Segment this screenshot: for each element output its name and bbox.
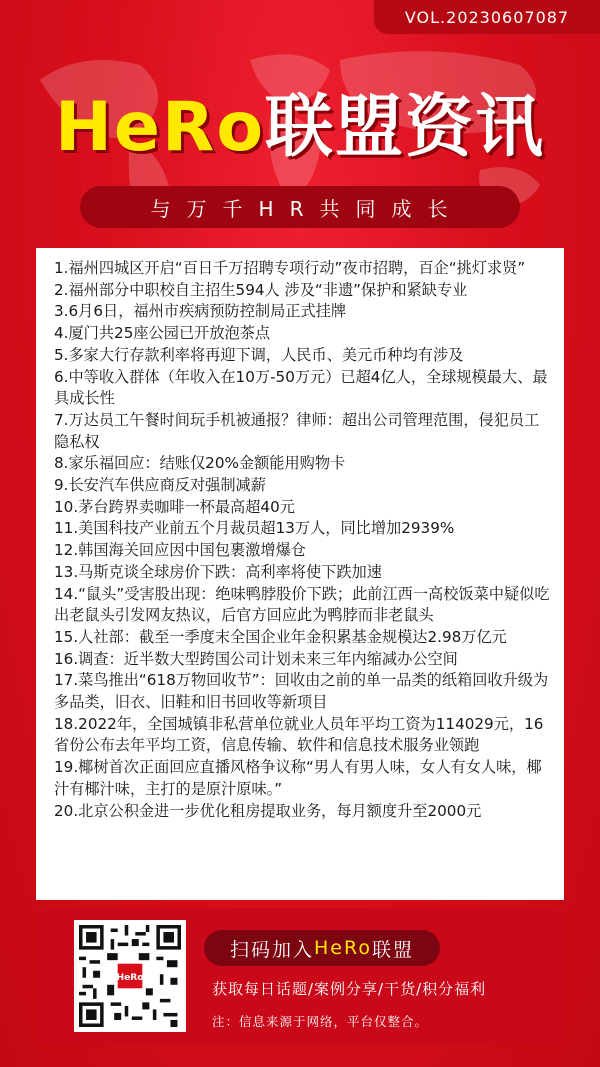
news-item: 5.多家大行存款利率将再迎下调，人民币、美元币种均有涉及 (54, 345, 464, 364)
news-item: 8.家乐福回应：结账仅20%金额能用购物卡 (54, 454, 346, 473)
join-banner (204, 930, 440, 966)
qr-code-icon (79, 925, 181, 1027)
news-item: 16.调查：近半数大型跨国公司计划未来三年内缩减办公空间 (54, 649, 458, 668)
join-prefix: 扫码加入 (230, 938, 315, 961)
news-item: 19.椰树首次正面回应直播风格争议称“男人有男人味，女人有女人味，椰汁有椰汁味，主打的是原汁原味。” (54, 758, 542, 798)
news-item: 12.韩国海关回应因中国包裹激增爆仓 (54, 541, 306, 560)
news-item: 2.福州部分中职校自主招生594人 涉及“非遗”保护和紧缺专业 (54, 280, 468, 299)
slogan-banner: 与万千HR共同成长 (80, 186, 520, 228)
news-item: 10.茅台跨界卖咖啡一杯最高超40元 (54, 497, 295, 516)
news-item: 18.2022年，全国城镇非私营单位就业人员年平均工资为114029元，16省份公布去年平均工资，信息传输、软件和信息技术服务业领跑 (54, 714, 544, 755)
source-note: 注：信息来源于网络，平台仅整合。 (212, 1014, 429, 1029)
news-item: 14.“鼠头”受害股出现：绝味鸭脖股价下跌；此前江西一高校饭菜中疑似吃出老鼠头引发网友热议，后官方回应此为鸭脖而非老鼠头 (54, 584, 550, 625)
volume-tag: VOL.20230607087 (374, 0, 600, 34)
page-title (0, 78, 600, 178)
qr-logo-text: HeRo (116, 972, 144, 983)
news-item: 6.中等收入群体（年收入在10万-50万元）已超4亿人，全球规模最大、最具成长性 (54, 367, 548, 408)
news-item: 13.马斯克谈全球房价下跌：高利率将使下跌加速 (54, 562, 382, 581)
news-item: 17.菜鸟推出“618万物回收节”：回收由之前的单一品类的纸箱回收升级为多品类，旧衣、旧鞋和旧书回收等新项目 (54, 671, 549, 712)
news-item: 11.美国科技产业前五个月裁员超13万人，同比增加2939% (54, 519, 455, 538)
join-suffix: 联盟 (371, 938, 414, 961)
news-item: 3.6月6日，福州市疾病预防控制局正式挂牌 (54, 302, 347, 321)
join-brand: HeRo (314, 937, 372, 959)
footer-panel (36, 908, 564, 1045)
news-item: 15.人社部：截至一季度末全国企业年金积累基金规模达2.98万亿元 (54, 627, 507, 646)
news-item: 4.厦门共25座公园已开放泡茶点 (54, 324, 271, 343)
news-item: 7.万达员工午餐时间玩手机被通报？律师：超出公司管理范围，侵犯员工隐私权 (54, 410, 540, 451)
title-rest: 联盟资讯 (265, 88, 546, 167)
benefits-text: 获取每日话题/案例分享/干货/积分福利 (212, 980, 487, 998)
news-item: 1.福州四城区开启“百日千万招聘专项行动”夜市招聘，百企“挑灯求贤” (54, 259, 526, 277)
title-brand: HeRo (54, 88, 266, 167)
qr-code[interactable] (74, 920, 186, 1032)
news-item: 20.北京公积金进一步优化租房提取业务，每月额度升至2000元 (54, 801, 482, 820)
news-panel (36, 248, 564, 900)
news-item: 9.长安汽车供应商反对强制减薪 (54, 476, 266, 495)
